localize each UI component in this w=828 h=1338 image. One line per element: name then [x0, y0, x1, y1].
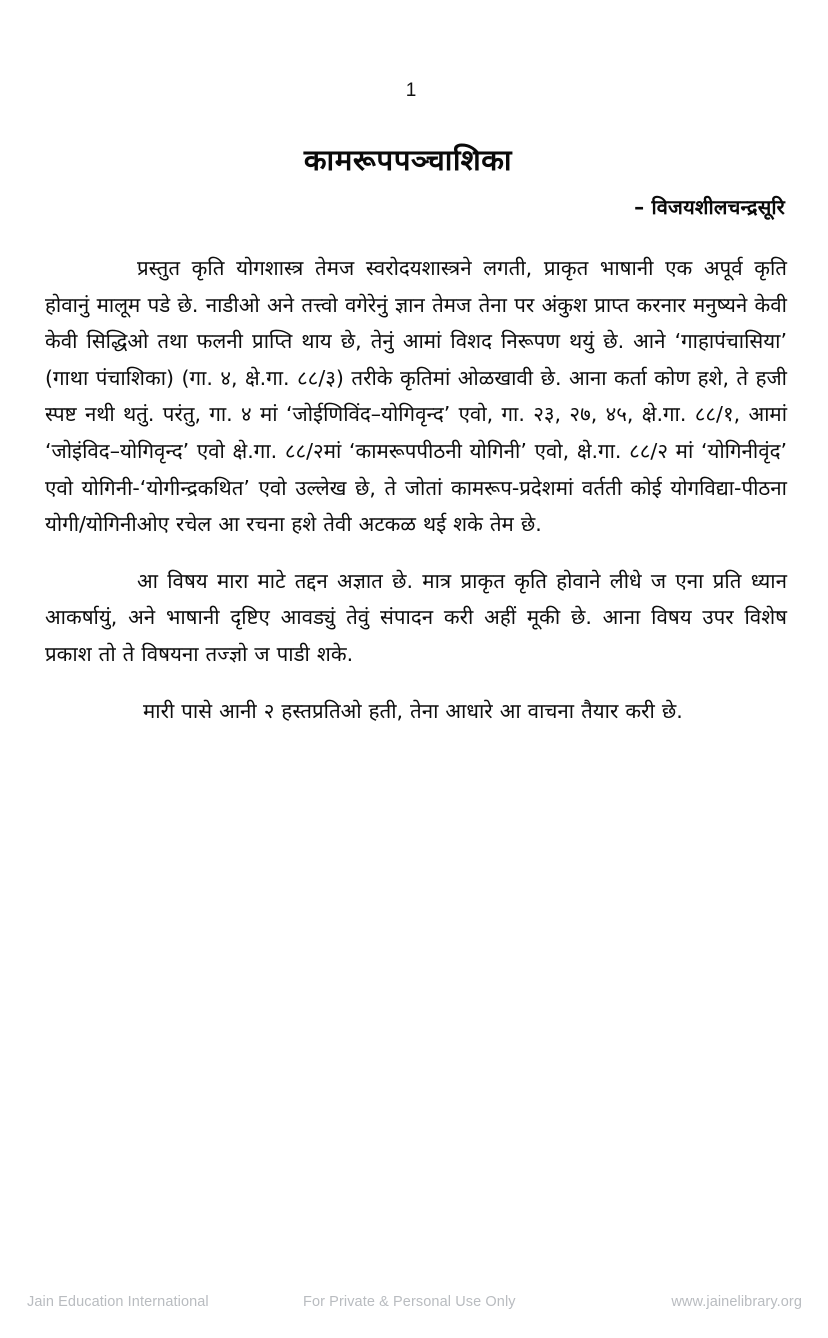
- author-attribution: – विजयशीलचन्द्रसूरि: [634, 195, 785, 219]
- paragraph-3-text: मारी पासे आनी २ हस्तप्रतिओ हती, तेना आधारे आ वाचना तैयार करी छे.: [143, 698, 683, 723]
- paragraph-2-text: आ विषय मारा माटे तद्दन अज्ञात छे. मात्र प्राकृत कृति होवाने लीधे ज एना प्रति ध्यान आकर्षायुं, अने भाषानी दृष्टिए आवड्युं तेवुं संपादन करी अहीं मूकी छे. आना विषय उपर विशेष प्रकाश तो ते विषयना तज्ज्ञो ज पाडी शके.: [45, 568, 787, 666]
- paragraph-3: [45, 693, 787, 730]
- page-footer: [0, 1294, 828, 1318]
- document-title: कामरूपपञ्चाशिका: [303, 143, 512, 177]
- body-text: [45, 250, 787, 736]
- title-block: [0, 140, 828, 179]
- footer-website-link[interactable]: www.jainelibrary.org: [671, 1294, 802, 1310]
- paragraph-1-text: प्रस्तुत कृति योगशास्त्र तेमज स्वरोदयशास्त्रने लगती, प्राकृत भाषानी एक अपूर्व कृति होवानुं मालूम पडे छे. नाडीओ अने तत्त्वो वगेरेनुं ज्ञान तेमज तेना पर अंकुश प्राप्त करनार मनुष्यने केवी केवी सिद्धिओ तथा फलनी प्राप्ति थाय छे, तेनुं आमां विशद निरूपण थयुं छे. आने ‘गाहापंचासिया’ (गाथा पंचाशिका) (गा. ४, क्षे.गा. ८८/३) तरीके कृतिमां ओळखावी छे. आना कर्ता कोण हशे, ते हजी स्पष्ट नथी थतुं. परंतु, गा. ४ मां ‘जोईणिविंद–योगिवृन्द’ एवो, गा. २३, २७, ४५, क्षे.गा. ८८/१, आमां ‘जोइंविद–योगिवृन्द’ एवो क्षे.गा. ८८/२मां ‘कामरूपपीठनी योगिनी’ एवो, क्षे.गा. ८८/२ मां ‘योगिनीवृंद’ एवो योगिनी-‘योगीन्द्रकथित’ एवो उल्लेख छे, ते जोतां कामरूप-प्रदेशमां वर्तती कोई योगविद्या-पीठना योगी/योगिनीओए रचेल आ रचना हशे तेवी अटकळ थई शके तेम छे.: [45, 256, 787, 537]
- page-number: 1: [405, 80, 417, 101]
- footer-organization: Jain Education International: [27, 1294, 209, 1310]
- paragraph-1: [45, 250, 787, 543]
- paragraph-2: [45, 563, 787, 673]
- footer-usage-notice: For Private & Personal Use Only: [303, 1294, 516, 1310]
